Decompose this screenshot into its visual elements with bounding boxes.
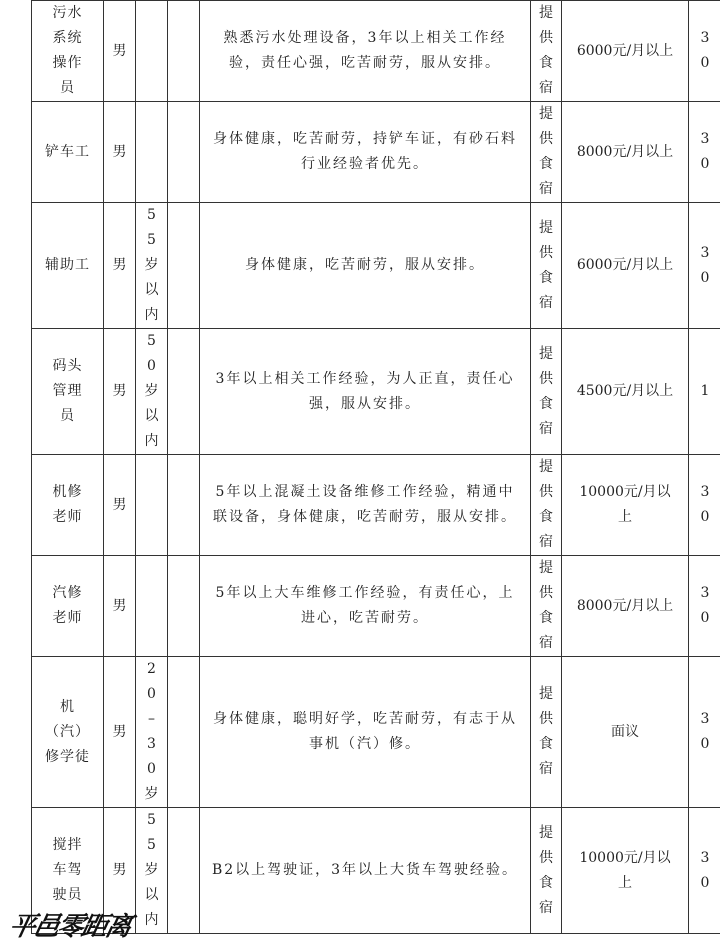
- count-cell: 30: [689, 657, 720, 808]
- salary-cell: 10000元/月以上: [562, 808, 689, 934]
- table-row: [32, 455, 720, 556]
- table-row: [32, 102, 720, 203]
- requirements-cell: 身体健康，聪明好学，吃苦耐劳，有志于从事机（汽）修。: [200, 657, 531, 808]
- board-cell: 提供食宿: [531, 102, 562, 203]
- empty-cell: [168, 556, 200, 657]
- age-cell: 20–30岁: [136, 657, 168, 808]
- board-cell: 提供食宿: [531, 329, 562, 455]
- count-cell: 30: [689, 102, 720, 203]
- age-cell: [136, 455, 168, 556]
- requirements-cell: 身体健康，吃苦耐劳，持铲车证，有砂石料行业经验者优先。: [200, 102, 531, 203]
- table-row: [32, 556, 720, 657]
- count-cell: 30: [689, 455, 720, 556]
- position-cell: 机（汽）修学徒: [32, 657, 104, 808]
- salary-cell: 8000元/月以上: [562, 102, 689, 203]
- board-cell: 提供食宿: [531, 808, 562, 934]
- table-row: [32, 203, 720, 329]
- empty-cell: [168, 203, 200, 329]
- table-row: [32, 808, 720, 934]
- salary-cell: 6000元/月以上: [562, 1, 689, 102]
- empty-cell: [168, 808, 200, 934]
- gender-cell: 男: [104, 556, 136, 657]
- empty-cell: [168, 455, 200, 556]
- position-cell: 铲车工: [32, 102, 104, 203]
- age-cell: 55岁以内: [136, 203, 168, 329]
- table-row: [32, 329, 720, 455]
- age-cell: [136, 556, 168, 657]
- salary-cell: 6000元/月以上: [562, 203, 689, 329]
- position-cell: 污水系统操作员: [32, 1, 104, 102]
- requirements-cell: 身体健康，吃苦耐劳，服从安排。: [200, 203, 531, 329]
- position-cell: 搅拌车驾驶员: [32, 808, 104, 934]
- requirements-cell: 5年以上混凝土设备维修工作经验，精通中联设备，身体健康，吃苦耐劳，服从安排。: [200, 455, 531, 556]
- gender-cell: 男: [104, 455, 136, 556]
- count-cell: 30: [689, 556, 720, 657]
- board-cell: 提供食宿: [531, 556, 562, 657]
- position-cell: 码头管理员: [32, 329, 104, 455]
- board-cell: 提供食宿: [531, 455, 562, 556]
- empty-cell: [168, 657, 200, 808]
- age-cell: 55岁以内: [136, 808, 168, 934]
- age-cell: 50岁以内: [136, 329, 168, 455]
- gender-cell: 男: [104, 102, 136, 203]
- watermark-logo: 平邑零距离: [6, 912, 133, 942]
- board-cell: 提供食宿: [531, 203, 562, 329]
- requirements-cell: 熟悉污水处理设备，3年以上相关工作经验，责任心强，吃苦耐劳，服从安排。: [200, 1, 531, 102]
- table-row: [32, 657, 720, 808]
- count-cell: 30: [689, 808, 720, 934]
- age-cell: [136, 102, 168, 203]
- job-table: [31, 0, 720, 934]
- requirements-cell: 3年以上相关工作经验，为人正直，责任心强，服从安排。: [200, 329, 531, 455]
- age-cell: [136, 1, 168, 102]
- gender-cell: 男: [104, 808, 136, 934]
- position-cell: 汽修老师: [32, 556, 104, 657]
- empty-cell: [168, 1, 200, 102]
- gender-cell: 男: [104, 1, 136, 102]
- gender-cell: 男: [104, 329, 136, 455]
- salary-cell: 10000元/月以上: [562, 455, 689, 556]
- gender-cell: 男: [104, 203, 136, 329]
- gender-cell: 男: [104, 657, 136, 808]
- board-cell: 提供食宿: [531, 1, 562, 102]
- empty-cell: [168, 329, 200, 455]
- position-cell: 辅助工: [32, 203, 104, 329]
- count-cell: 30: [689, 203, 720, 329]
- salary-cell: 8000元/月以上: [562, 556, 689, 657]
- requirements-cell: 5年以上大车维修工作经验，有责任心，上进心，吃苦耐劳。: [200, 556, 531, 657]
- salary-cell: 面议: [562, 657, 689, 808]
- salary-cell: 4500元/月以上: [562, 329, 689, 455]
- empty-cell: [168, 102, 200, 203]
- position-cell: 机修老师: [32, 455, 104, 556]
- count-cell: 1: [689, 329, 720, 455]
- count-cell: 30: [689, 1, 720, 102]
- requirements-cell: B2以上驾驶证，3年以上大货车驾驶经验。: [200, 808, 531, 934]
- board-cell: 提供食宿: [531, 657, 562, 808]
- table-row: [32, 1, 720, 102]
